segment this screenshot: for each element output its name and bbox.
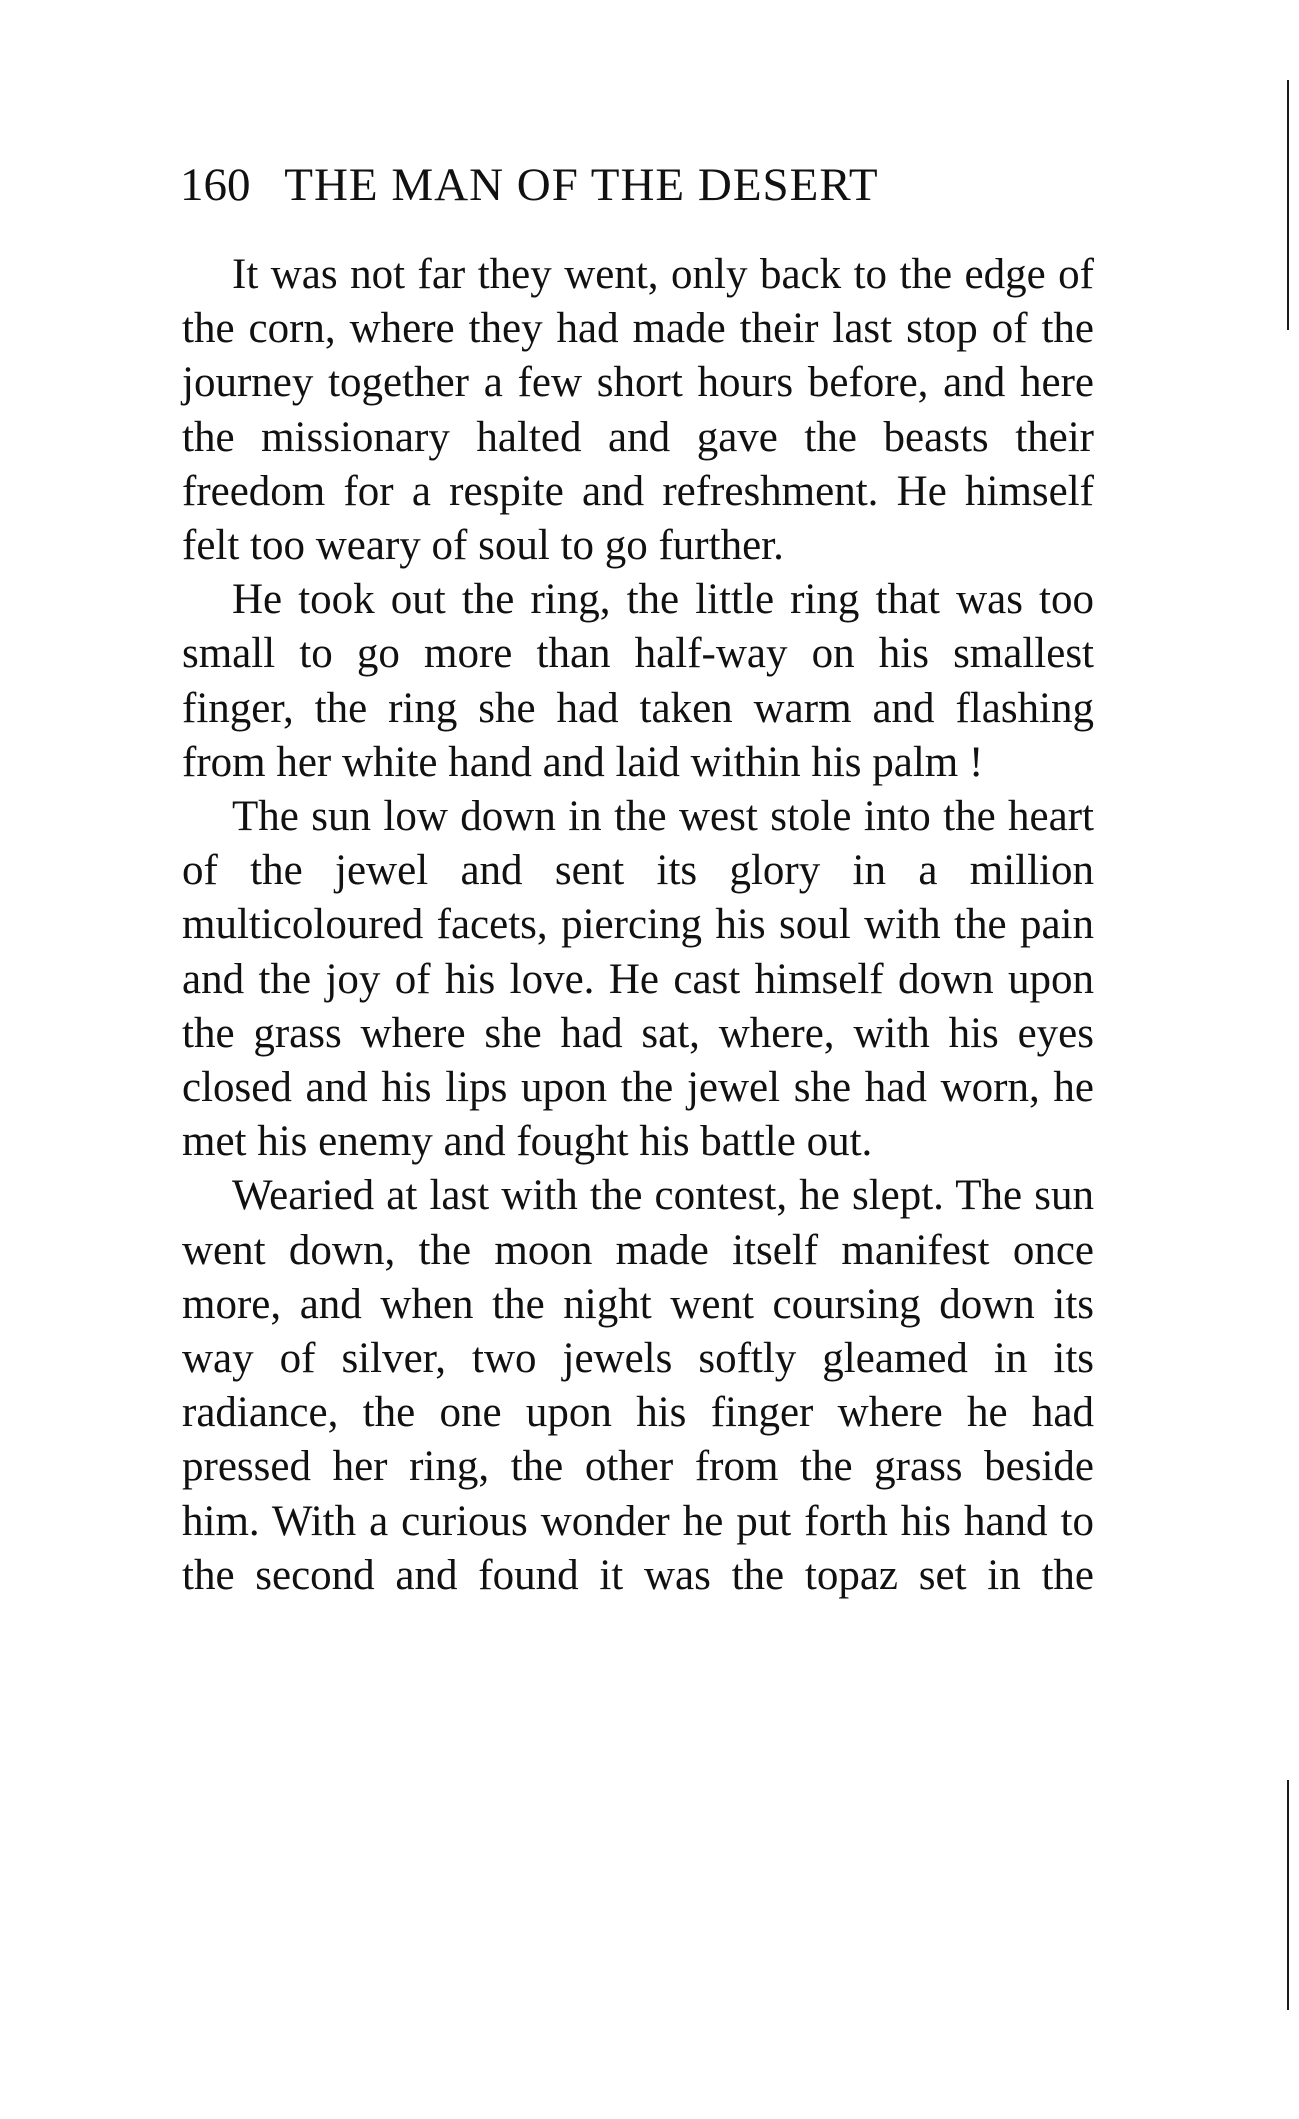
- book-title: THE MAN OF THE DESERT: [284, 159, 879, 211]
- paragraph: He took out the ring, the little ring that was too small to go more than half-way on his smallest finger, the ring she had taken warm and flashing from her white hand and laid within his palm !: [182, 576, 1094, 786]
- page-edge-line: [1287, 80, 1289, 330]
- page-edge-line: [1287, 1780, 1289, 2010]
- running-head: [180, 155, 1100, 215]
- paragraph: It was not far they went, only back to the edge of the corn, where they had made their last stop of the journey together a few short hours before, and here the missionary halted and gave the beasts their freedom for a respite and refreshment. He himself felt too weary of soul to go further.: [182, 251, 1094, 570]
- page-number: 160: [180, 159, 251, 211]
- paragraph: Wearied at last with the contest, he slept. The sun went down, the moon made itself manifest once more, and when the night went coursing down its way of silver, two jewels softly gleamed in its radiance, the one upon his finger where he had pressed her ring, the other from the grass beside him. With a curious wonder he put forth his hand to the second and found it was the topaz set in the: [182, 1172, 1094, 1599]
- body-text: [182, 248, 1094, 1603]
- paragraph: The sun low down in the west stole into the heart of the jewel and sent its glory in a million multicoloured facets, piercing his soul with the pain and the joy of his love. He cast himself down upon the grass where she had sat, where, with his eyes closed and his lips upon the jewel she had worn, he met his enemy and fought his battle out.: [182, 793, 1094, 1166]
